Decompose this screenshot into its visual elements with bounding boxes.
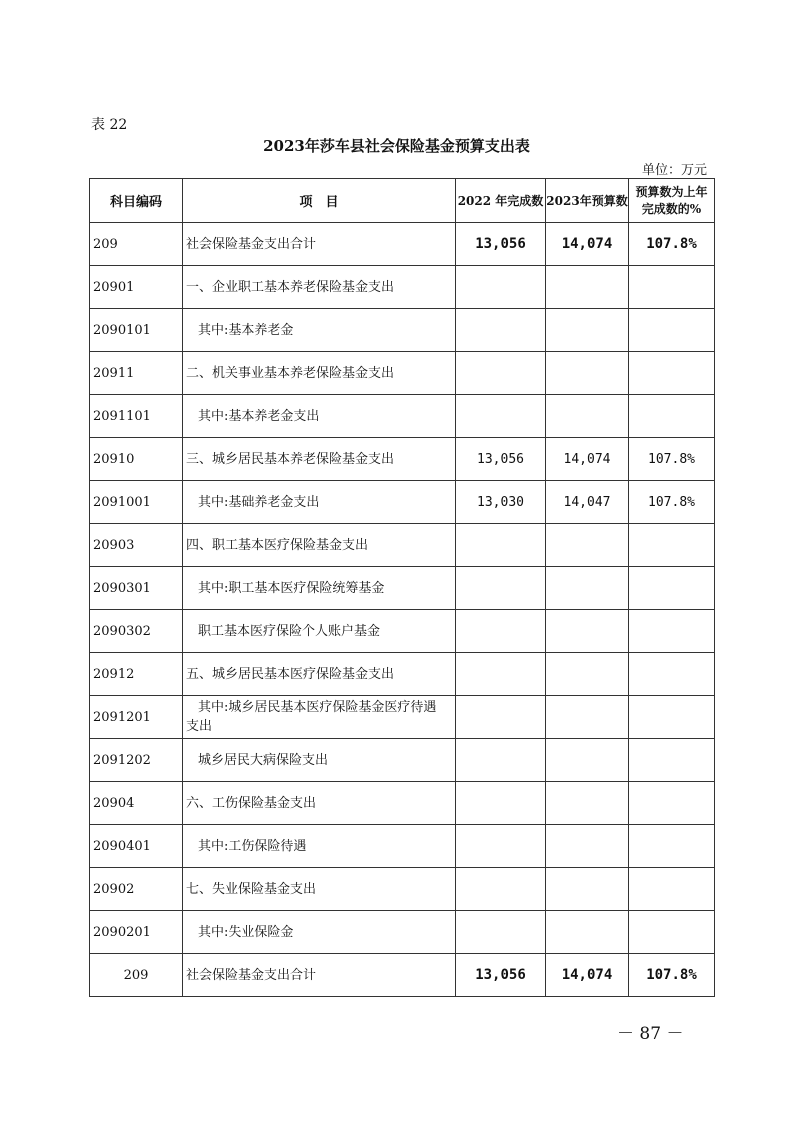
header-ratio-line1: 预算数为上年 bbox=[635, 184, 708, 199]
unit-label: 单位：万元 bbox=[641, 163, 707, 178]
row-done-2022 bbox=[456, 653, 546, 696]
table-number-label: 表 22 bbox=[91, 117, 128, 133]
row-ratio bbox=[629, 696, 715, 739]
row-item: 社会保险基金支出合计 bbox=[183, 954, 456, 997]
row-done-2022 bbox=[456, 395, 546, 438]
page-number: － 87 － bbox=[617, 1024, 684, 1044]
page-title: 2023年莎车县社会保险基金预算支出表 bbox=[263, 137, 530, 155]
table-row bbox=[90, 438, 715, 481]
row-ratio bbox=[629, 352, 715, 395]
row-done-2022 bbox=[456, 696, 546, 739]
row-ratio bbox=[629, 739, 715, 782]
row-code: 2090201 bbox=[90, 911, 183, 954]
table-row bbox=[90, 395, 715, 438]
table-row bbox=[90, 352, 715, 395]
header-done-2022: 2022 年完成数 bbox=[456, 179, 546, 223]
row-done-2022: 13,056 bbox=[456, 954, 546, 997]
row-item: 五、城乡居民基本医疗保险基金支出 bbox=[183, 653, 456, 696]
row-budget-2023 bbox=[546, 266, 629, 309]
table-row bbox=[90, 567, 715, 610]
row-ratio bbox=[629, 868, 715, 911]
table-row bbox=[90, 782, 715, 825]
row-item: 七、失业保险基金支出 bbox=[183, 868, 456, 911]
row-item: 其中:失业保险金 bbox=[183, 911, 456, 954]
row-item: 其中:基本养老金 bbox=[183, 309, 456, 352]
row-code: 20903 bbox=[90, 524, 183, 567]
row-item: 其中:职工基本医疗保险统筹基金 bbox=[183, 567, 456, 610]
row-done-2022 bbox=[456, 524, 546, 567]
row-ratio bbox=[629, 610, 715, 653]
row-budget-2023 bbox=[546, 524, 629, 567]
row-ratio bbox=[629, 825, 715, 868]
row-code: 2090301 bbox=[90, 567, 183, 610]
table-row bbox=[90, 610, 715, 653]
row-code: 20901 bbox=[90, 266, 183, 309]
row-code: 2091201 bbox=[90, 696, 183, 739]
header-code: 科目编码 bbox=[90, 179, 183, 223]
row-budget-2023 bbox=[546, 739, 629, 782]
row-code: 2091202 bbox=[90, 739, 183, 782]
row-code: 2090101 bbox=[90, 309, 183, 352]
row-ratio: 107.8% bbox=[629, 223, 715, 266]
row-code: 209 bbox=[90, 223, 183, 266]
row-budget-2023 bbox=[546, 782, 629, 825]
row-item: 其中:工伤保险待遇 bbox=[183, 825, 456, 868]
row-budget-2023 bbox=[546, 868, 629, 911]
table-row bbox=[90, 481, 715, 524]
row-item: 一、企业职工基本养老保险基金支出 bbox=[183, 266, 456, 309]
header-item: 项 目 bbox=[183, 179, 456, 223]
row-done-2022 bbox=[456, 567, 546, 610]
row-item: 社会保险基金支出合计 bbox=[183, 223, 456, 266]
row-code: 20911 bbox=[90, 352, 183, 395]
row-done-2022: 13,030 bbox=[456, 481, 546, 524]
row-done-2022 bbox=[456, 825, 546, 868]
header-budget-2023: 2023年预算数 bbox=[546, 179, 629, 223]
row-ratio bbox=[629, 911, 715, 954]
row-ratio bbox=[629, 266, 715, 309]
row-budget-2023: 14,047 bbox=[546, 481, 629, 524]
row-item-line2: 支出 bbox=[186, 719, 213, 734]
row-budget-2023 bbox=[546, 653, 629, 696]
row-item: 其中:基础养老金支出 bbox=[183, 481, 456, 524]
row-ratio bbox=[629, 782, 715, 825]
row-item bbox=[183, 696, 456, 739]
row-ratio bbox=[629, 653, 715, 696]
row-code: 20912 bbox=[90, 653, 183, 696]
budget-table bbox=[89, 178, 715, 997]
row-budget-2023 bbox=[546, 825, 629, 868]
row-done-2022 bbox=[456, 266, 546, 309]
row-code: 20902 bbox=[90, 868, 183, 911]
row-item: 城乡居民大病保险支出 bbox=[183, 739, 456, 782]
row-item: 职工基本医疗保险个人账户基金 bbox=[183, 610, 456, 653]
row-done-2022 bbox=[456, 309, 546, 352]
row-code: 2090401 bbox=[90, 825, 183, 868]
table-row bbox=[90, 266, 715, 309]
row-budget-2023: 14,074 bbox=[546, 223, 629, 266]
row-done-2022 bbox=[456, 782, 546, 825]
row-ratio bbox=[629, 524, 715, 567]
table-row bbox=[90, 911, 715, 954]
table-total-row bbox=[90, 954, 715, 997]
table-row bbox=[90, 309, 715, 352]
row-item: 六、工伤保险基金支出 bbox=[183, 782, 456, 825]
row-budget-2023 bbox=[546, 610, 629, 653]
row-ratio bbox=[629, 395, 715, 438]
row-item: 其中:基本养老金支出 bbox=[183, 395, 456, 438]
row-done-2022 bbox=[456, 739, 546, 782]
row-item-line1: 其中:城乡居民基本医疗保险基金医疗待遇 bbox=[198, 700, 437, 715]
row-budget-2023: 14,074 bbox=[546, 954, 629, 997]
table-row bbox=[90, 524, 715, 567]
row-done-2022 bbox=[456, 911, 546, 954]
table-row bbox=[90, 739, 715, 782]
row-code: 2091101 bbox=[90, 395, 183, 438]
row-budget-2023 bbox=[546, 309, 629, 352]
row-item: 二、机关事业基本养老保险基金支出 bbox=[183, 352, 456, 395]
row-ratio: 107.8% bbox=[629, 438, 715, 481]
row-budget-2023 bbox=[546, 567, 629, 610]
row-budget-2023 bbox=[546, 911, 629, 954]
row-done-2022 bbox=[456, 610, 546, 653]
row-done-2022 bbox=[456, 352, 546, 395]
table-row bbox=[90, 868, 715, 911]
table-header-row bbox=[90, 179, 715, 223]
row-item: 三、城乡居民基本养老保险基金支出 bbox=[183, 438, 456, 481]
row-done-2022: 13,056 bbox=[456, 223, 546, 266]
row-ratio: 107.8% bbox=[629, 481, 715, 524]
table-row bbox=[90, 653, 715, 696]
row-budget-2023 bbox=[546, 352, 629, 395]
row-code: 2090302 bbox=[90, 610, 183, 653]
row-code: 2091001 bbox=[90, 481, 183, 524]
table-row bbox=[90, 696, 715, 739]
row-ratio: 107.8% bbox=[629, 954, 715, 997]
table-row bbox=[90, 223, 715, 266]
row-budget-2023 bbox=[546, 696, 629, 739]
row-code: 20910 bbox=[90, 438, 183, 481]
row-ratio bbox=[629, 309, 715, 352]
row-budget-2023: 14,074 bbox=[546, 438, 629, 481]
row-item: 四、职工基本医疗保险基金支出 bbox=[183, 524, 456, 567]
header-ratio bbox=[629, 179, 715, 223]
row-done-2022: 13,056 bbox=[456, 438, 546, 481]
table-row bbox=[90, 825, 715, 868]
row-ratio bbox=[629, 567, 715, 610]
header-ratio-line2: 完成数的% bbox=[641, 201, 702, 216]
row-done-2022 bbox=[456, 868, 546, 911]
row-code: 209 bbox=[90, 954, 183, 997]
row-code: 20904 bbox=[90, 782, 183, 825]
row-budget-2023 bbox=[546, 395, 629, 438]
